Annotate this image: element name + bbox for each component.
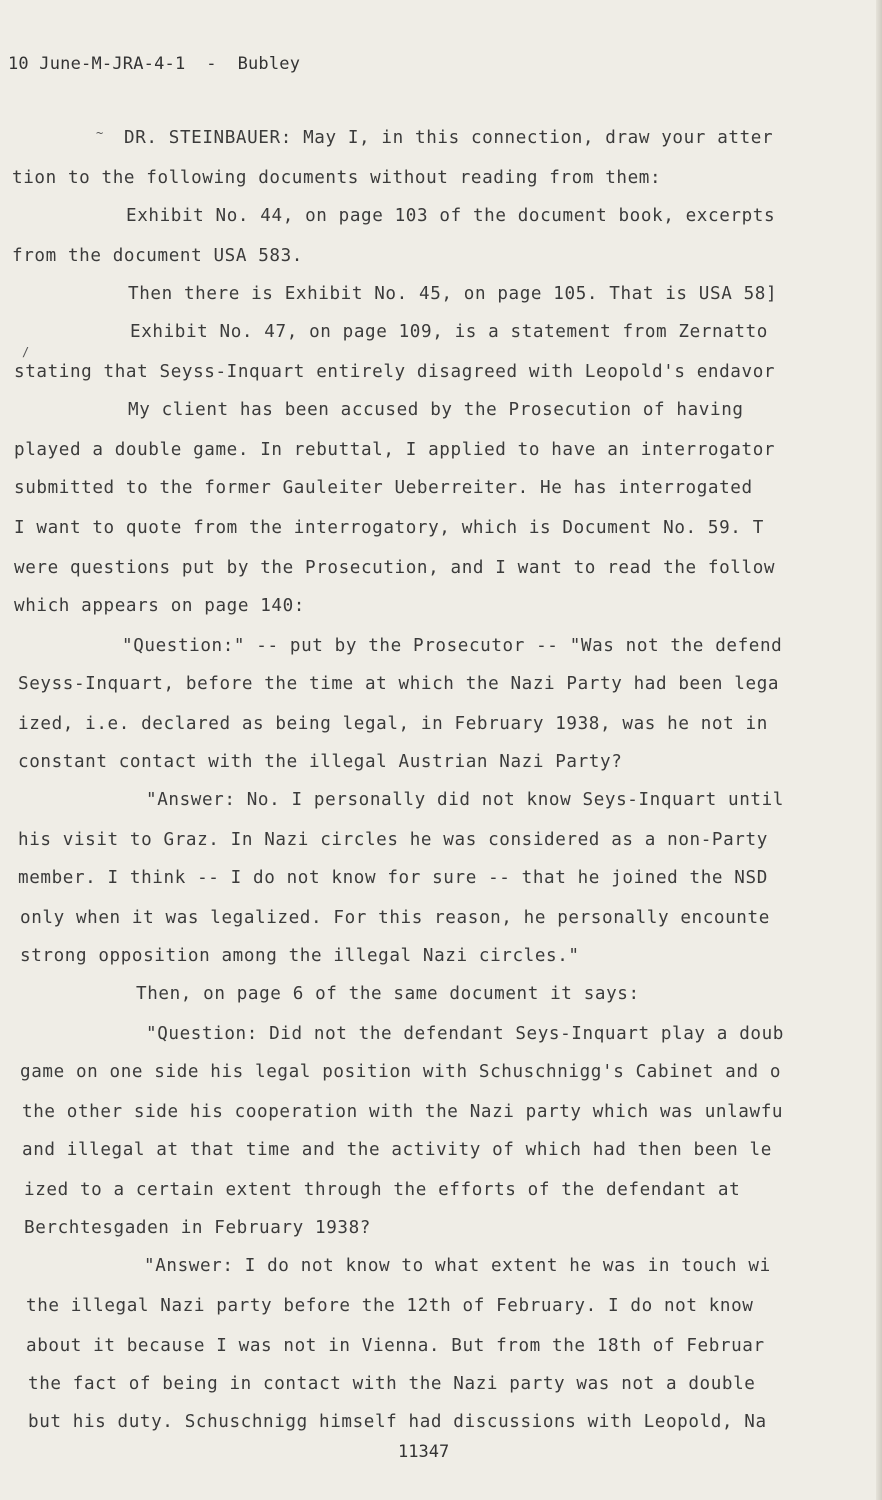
text-line: and illegal at that time and the activity of which had then been le xyxy=(22,1140,772,1160)
text-line: tion to the following documents without reading from them: xyxy=(12,168,662,188)
text-line: "Question: Did not the defendant Seys-Inquart play a doub xyxy=(146,1024,784,1044)
text-line: his visit to Graz. In Nazi circles he was considered as a non-Party xyxy=(18,830,768,850)
text-line: played a double game. In rebuttal, I applied to have an interrogator xyxy=(14,440,776,460)
text-line: only when it was legalized. For this reason, he personally encounte xyxy=(20,908,770,928)
text-line: My client has been accused by the Prosecution of having xyxy=(128,400,744,420)
text-line: strong opposition among the illegal Nazi circles." xyxy=(20,946,580,966)
text-line: the fact of being in contact with the Nazi party was not a double xyxy=(28,1374,756,1394)
text-line: stating that Seyss-Inquart entirely disagreed with Leopold's endavor xyxy=(14,362,776,382)
text-line: DR. STEINBAUER: May I, in this connection, draw your atter xyxy=(124,128,774,148)
text-line: Seyss-Inquart, before the time at which the Nazi Party had been lega xyxy=(18,674,780,694)
text-line: "Question:" -- put by the Prosecutor -- "Was not the defend xyxy=(122,636,783,656)
text-line: submitted to the former Gauleiter Ueberreiter. He has interrogated xyxy=(14,478,753,498)
text-line: but his duty. Schuschnigg himself had discussions with Leopold, Na xyxy=(28,1412,767,1432)
text-line: from the document USA 583. xyxy=(12,246,304,266)
text-line: game on one side his legal position with Schuschnigg's Cabinet and o xyxy=(20,1062,782,1082)
text-line: "Answer: No. I personally did not know Seys-Inquart until xyxy=(146,790,784,810)
text-line: were questions put by the Prosecution, and I want to read the follow xyxy=(14,558,776,578)
text-line: "Answer: I do not know to what extent he was in touch wi xyxy=(144,1256,771,1276)
text-line: Berchtesgaden in February 1938? xyxy=(24,1218,371,1238)
text-line: the illegal Nazi party before the 12th of February. I do not know xyxy=(26,1296,754,1316)
text-line: constant contact with the illegal Austrian Nazi Party? xyxy=(18,752,623,772)
text-line: member. I think -- I do not know for sure -- that he joined the NSD xyxy=(18,868,768,888)
page-header: 10 June-M-JRA-4-1 - Bubley xyxy=(8,54,301,74)
text-line: the other side his cooperation with the Nazi party which was unlawfu xyxy=(22,1102,784,1122)
margin-mark: ~ xyxy=(96,126,104,140)
text-line: which appears on page 140: xyxy=(14,596,306,616)
page-number: 11347 xyxy=(398,1442,450,1462)
margin-mark: / xyxy=(22,345,30,359)
text-line: I want to quote from the interrogatory, which is Document No. 59. T xyxy=(14,518,764,538)
text-line: Then, on page 6 of the same document it says: xyxy=(136,984,640,1004)
text-line: ized to a certain extent through the efforts of the defendant at xyxy=(24,1180,741,1200)
text-line: Exhibit No. 47, on page 109, is a statement from Zernatto xyxy=(130,322,768,342)
text-line: Exhibit No. 44, on page 103 of the document book, excerpts xyxy=(126,206,776,226)
text-line: Then there is Exhibit No. 45, on page 105. That is USA 58] xyxy=(128,284,778,304)
text-line: about it because I was not in Vienna. But from the 18th of Februar xyxy=(26,1336,765,1356)
text-line: ized, i.e. declared as being legal, in February 1938, was he not in xyxy=(18,714,768,734)
